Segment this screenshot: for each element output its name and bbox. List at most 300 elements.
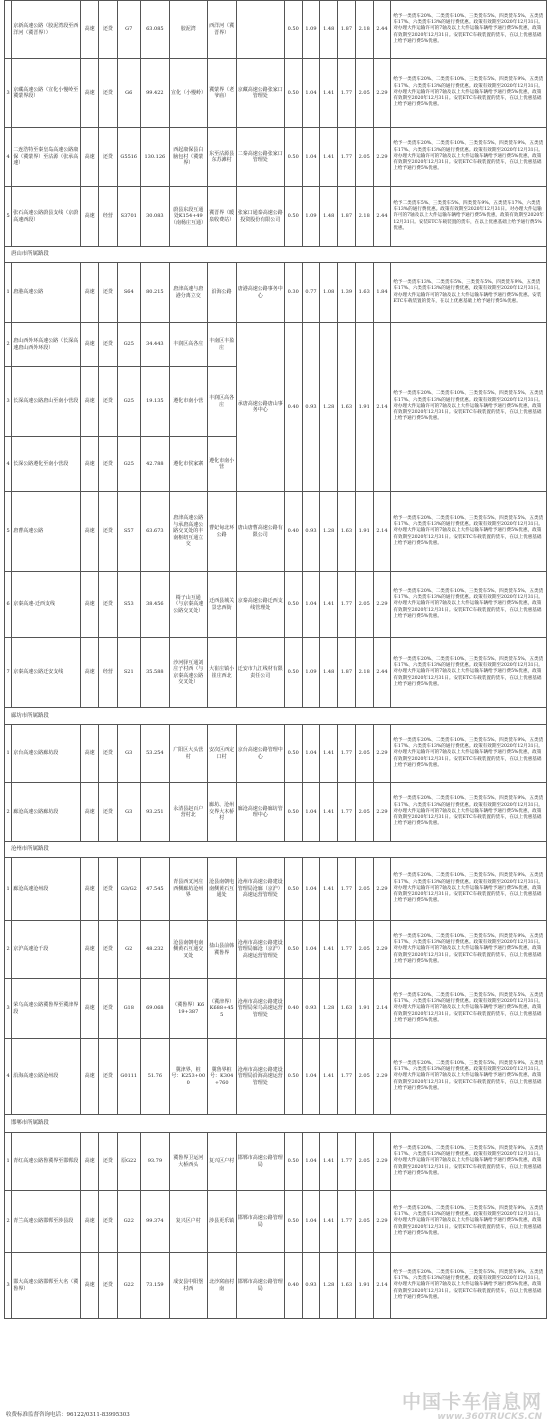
road-length: 47.545 bbox=[140, 858, 169, 921]
row-number: 3 bbox=[5, 979, 12, 1039]
discount-note: 给予一类货车20%、二类货车10%、三类货车5%、四类货车9%、五类货车17%、六类货车13%的通行费优惠。政策有效期至2020年12月31日。对办理大件运输许可的7轴及以上大件运输车辆给予通行费5%优惠，政策有效期至2020年12月31日。安装ETC车载装置的货车，在以上优惠基础上给予通行费5%优惠。 bbox=[391, 725, 547, 783]
road-length: 99.422 bbox=[140, 59, 169, 128]
rate-class-2: 1.04 bbox=[302, 572, 320, 638]
rate-class-3: 1.28 bbox=[320, 979, 338, 1039]
end-point: 曹妃甸北环公路 bbox=[207, 492, 236, 572]
rate-class-4: 1.87 bbox=[338, 187, 356, 247]
rate-class-2: 0.93 bbox=[302, 1253, 320, 1319]
toll-nature: 还贷 bbox=[98, 858, 117, 921]
road-type: 高速 bbox=[81, 1191, 99, 1253]
road-name: 廊沧高速沧州段 bbox=[12, 858, 81, 921]
road-type: 高速 bbox=[81, 187, 99, 247]
road-length: 35.588 bbox=[140, 638, 169, 708]
road-length: 63.085 bbox=[140, 1, 169, 59]
section-header bbox=[5, 247, 547, 263]
rate-class-4: 1.63 bbox=[338, 323, 356, 492]
table-row bbox=[5, 59, 547, 128]
rate-class-1: 0.50 bbox=[284, 59, 302, 128]
rate-class-6: 2.29 bbox=[373, 858, 391, 921]
rate-class-4: 1.63 bbox=[338, 1253, 356, 1319]
route-code: G3 bbox=[117, 783, 140, 842]
rate-class-2: 1.09 bbox=[302, 1, 320, 59]
table-row bbox=[5, 638, 547, 708]
rate-class-3: 1.41 bbox=[320, 1191, 338, 1253]
discount-note: 给予一类货车20%、二类货车10%、三类货车5%、四类货车5%、五类货车17%、六类货车13%的通行费优惠。政策有效期至2020年12月31日。对办理大件运输许可的7轴及以上大件运输车辆给予通行费5%优惠，政策有效期至2020年12月31日。安装ETC车载装置的货车，在以上优惠基础上给予通行费5%优惠。 bbox=[391, 492, 547, 572]
rate-class-5: 1.63 bbox=[355, 263, 373, 323]
row-number: 6 bbox=[5, 572, 12, 638]
rate-class-2: 1.04 bbox=[302, 921, 320, 979]
rate-class-3: 1.41 bbox=[320, 128, 338, 187]
management-unit: 邯郸市高速公路管理局 bbox=[236, 1191, 284, 1253]
management-unit bbox=[236, 1, 284, 59]
route-code: G25 bbox=[117, 437, 140, 492]
start-point: 宣化（小慢岭） bbox=[169, 59, 207, 128]
route-code: G2 bbox=[117, 921, 140, 979]
toll-nature: 还贷 bbox=[98, 128, 117, 187]
rate-class-1: 0.50 bbox=[284, 921, 302, 979]
rate-class-1: 0.50 bbox=[284, 638, 302, 708]
start-point: 遵化市南小营 bbox=[169, 367, 207, 437]
table-row bbox=[5, 492, 547, 572]
management-unit: 邯郸市高速公路管理局 bbox=[236, 1253, 284, 1319]
rate-class-1: 0.40 bbox=[284, 323, 302, 492]
rate-class-5: 2.05 bbox=[355, 59, 373, 128]
rate-class-4: 1.39 bbox=[338, 263, 356, 323]
discount-note: 给予一类货车20%、二类货车10%、三类货车5%、四类货车9%、五类货车17%、六类货车13%的通行费优惠。政策有效期至2020年12月31日。对办理大件运输许可的7轴及以上大件运输车辆给予通行费5%优惠，政策有效期至2020年12月31日。安装ETC车载装置的货车，在以上优惠基础上给予通行费5%优惠。 bbox=[391, 1191, 547, 1253]
route-code: G6 bbox=[117, 59, 140, 128]
row-number: 2 bbox=[5, 921, 12, 979]
discount-note: 给予一类货车20%、二类货车10%、三类货车5%、四类货车5%、五类货车17%、六类货车13%的通行费优惠。政策有效期至2020年12月31日。对办理大件运输许可的7轴及以上大件运输车辆给予通行费5%优惠，政策有效期至2020年12月31日。安装ETC车载装置的货车，在以上优惠基础上给予通行费5%优惠。 bbox=[391, 323, 547, 492]
road-name: 京沪高速沧千段 bbox=[12, 921, 81, 979]
toll-nature: 还贷 bbox=[98, 921, 117, 979]
road-length: 19.135 bbox=[140, 367, 169, 437]
toll-nature: 还贷 bbox=[98, 572, 117, 638]
end-point: 冀鲁界桩号：K304+760 bbox=[207, 1039, 236, 1115]
discount-note: 给予一类货车20%、二类货车10%、三类货车5%、四类货车9%、五类货车17%、六类货车13%的通行费优惠。政策有效期至2020年12月31日。对办理大件运输许可的7轴及以上大件运输车辆给予通行费5%优惠，政策有效期至2020年12月31日。安装ETC车载装置的货车，在以上优惠基础上给予通行费5%优惠。 bbox=[391, 59, 547, 128]
rate-class-6: 1.84 bbox=[373, 263, 391, 323]
rate-class-2: 0.93 bbox=[302, 323, 320, 492]
row-number: 4 bbox=[5, 128, 12, 187]
section-title: 廊坊市所属路段 bbox=[5, 708, 547, 725]
rate-class-2: 1.04 bbox=[302, 1191, 320, 1253]
end-point: 北沙窝庙村南 bbox=[207, 1253, 236, 1319]
rate-class-6: 2.14 bbox=[373, 1253, 391, 1319]
road-length: 73.159 bbox=[140, 1253, 169, 1319]
road-type: 高速 bbox=[81, 1253, 99, 1319]
table-row bbox=[5, 323, 547, 367]
rate-class-4: 1.77 bbox=[338, 858, 356, 921]
rate-class-5: 2.05 bbox=[355, 921, 373, 979]
table-row bbox=[5, 1039, 547, 1115]
rate-class-3: 1.41 bbox=[320, 921, 338, 979]
rate-class-1: 0.30 bbox=[284, 263, 302, 323]
rate-class-4: 1.77 bbox=[338, 572, 356, 638]
road-type: 高速 bbox=[81, 263, 99, 323]
rate-class-1: 0.40 bbox=[284, 492, 302, 572]
road-length: 130.126 bbox=[140, 128, 169, 187]
discount-note: 给予一类货车20%、二类货车10%、三类货车5%、四类货车5%、五类货车17%、六类货车13%的通行费优惠。政策有效期至2020年12月31日。对办理大件运输许可的7轴及以上大件运输车辆给予通行费5%优惠，政策有效期至2020年12月31日。安装ETC车载装置的货车，在以上优惠基础上给予通行费5%优惠。 bbox=[391, 572, 547, 638]
road-type: 高速 bbox=[81, 1039, 99, 1115]
rate-class-4: 1.77 bbox=[338, 1191, 356, 1253]
rate-class-1: 0.50 bbox=[284, 128, 302, 187]
rate-class-6: 2.14 bbox=[373, 979, 391, 1039]
rate-class-4: 1.77 bbox=[338, 783, 356, 842]
section-title: 唐山市所属路段 bbox=[5, 247, 547, 263]
end-point: 沿海公路 bbox=[207, 263, 236, 323]
discount-note: 给予一类货车20%、二类货车10%、三类货车5%、四类货车9%、五类货车17%、六类货车13%的通行费优惠。政策有效期至2020年12月31日。对办理大件运输许可的7轴及以上大件运输车辆给予通行费5%优惠，政策有效期至2020年12月31日。安装ETC车载装置的货车，在以上优惠基础上给予通行费5%优惠。 bbox=[391, 921, 547, 979]
rate-class-6: 2.44 bbox=[373, 1, 391, 59]
row-number bbox=[5, 1, 12, 59]
table-row bbox=[5, 921, 547, 979]
rate-class-2: 1.09 bbox=[302, 187, 320, 247]
rate-class-4: 1.77 bbox=[338, 921, 356, 979]
rate-class-3: 1.41 bbox=[320, 59, 338, 128]
start-point: 蔚县东段互通处K154+49（南杨庄互通） bbox=[169, 187, 207, 247]
road-name: 青兰高速公路邯郸至涉县段 bbox=[12, 1191, 81, 1253]
discount-note: 给予一类货车20%、二类货车10%、三类货车5%、四类货车9%、五类货车17%、六类货车13%的通行费优惠。政策有效期至2020年12月31日。对办理大件运输许可的7轴及以上大件运输车辆给予通行费5%优惠，政策有效期至2020年12月31日。安装ETC车载装置的货车，在以上优惠基础上给予通行费5%优惠。 bbox=[391, 1133, 547, 1191]
rate-class-4: 1.63 bbox=[338, 979, 356, 1039]
toll-nature: 还贷 bbox=[98, 1133, 117, 1191]
start-point: 复兴区户村 bbox=[169, 1191, 207, 1253]
road-type: 高速 bbox=[81, 725, 99, 783]
rate-class-2: 1.04 bbox=[302, 1039, 320, 1115]
rate-class-6: 2.29 bbox=[373, 128, 391, 187]
rate-class-1: 0.50 bbox=[284, 725, 302, 783]
route-code: G7 bbox=[117, 1, 140, 59]
road-length: 80.215 bbox=[140, 263, 169, 323]
toll-nature: 还贷 bbox=[98, 1, 117, 59]
road-name: 唐山西外环高速公路（长深高速唐山西外环段） bbox=[12, 323, 81, 367]
end-point: 大崔庄镇小崔庄西北 bbox=[207, 638, 236, 708]
rate-class-1: 0.40 bbox=[284, 1253, 302, 1319]
start-point: 胶泥湾 bbox=[169, 1, 207, 59]
rate-class-1: 0.50 bbox=[284, 1039, 302, 1115]
end-point: 冀蒙界（老爷庙） bbox=[207, 59, 236, 128]
start-point: 唐津高速与唐港分离立交 bbox=[169, 263, 207, 323]
row-number: 1 bbox=[5, 1133, 12, 1191]
table-row bbox=[5, 1133, 547, 1191]
section-header bbox=[5, 842, 547, 858]
management-unit: 迁安市九江线材有限责任公司 bbox=[236, 638, 284, 708]
road-type: 高速 bbox=[81, 437, 99, 492]
rate-class-3: 1.41 bbox=[320, 858, 338, 921]
rate-class-5: 2.18 bbox=[355, 638, 373, 708]
road-name: 京新高速公路（胶泥湾段至西洋河（冀晋界）） bbox=[12, 1, 81, 59]
discount-note: 给予一类货车20%、二类货车10%、三类货车5%、四类货车5%、五类货车17%、六类货车13%的通行费优惠。政策有效期至2020年12月31日。对办理大件运输许可的7轴及以上大件运输车辆给予通行费5%优惠，政策有效期至2020年12月31日。安装ETC车载装置的货车，在以上优惠基础上给予通行费5%优惠。 bbox=[391, 979, 547, 1039]
row-number: 2 bbox=[5, 783, 12, 842]
road-name: 沿海高速公路沧州段 bbox=[12, 1039, 81, 1115]
toll-nature: 还贷 bbox=[98, 1191, 117, 1253]
end-point: 安次区西定口村 bbox=[207, 725, 236, 783]
rate-class-3: 1.41 bbox=[320, 1133, 338, 1191]
section-header bbox=[5, 1115, 547, 1133]
rate-class-2: 0.93 bbox=[302, 492, 320, 572]
start-point: 丰润区高各庄 bbox=[169, 323, 207, 367]
rate-class-5: 2.05 bbox=[355, 128, 373, 187]
rate-class-5: 2.18 bbox=[355, 187, 373, 247]
management-unit: 沧州市高速公路建设管理局荣乌高速运营管理处 bbox=[236, 979, 284, 1039]
route-code: G18 bbox=[117, 979, 140, 1039]
table-row bbox=[5, 1, 547, 59]
toll-nature: 还贷 bbox=[98, 367, 117, 437]
management-unit: 承唐高速公路唐山事务中心 bbox=[236, 323, 284, 492]
discount-note: 给予一类货车20%、二类货车10%、三类货车5%、四类货车5%、五类货车17%、六类货车13%的通行费优惠。政策有效期至2020年12月31日。对办理大件运输许可的7轴及以上大件运输车辆给予通行费5%优惠，政策有效期至2020年12月31日。安装ETC车载装置的货车，在以上优惠基础上给予通行费5%优惠。 bbox=[391, 638, 547, 708]
road-length: 34.443 bbox=[140, 323, 169, 367]
rate-class-3: 1.41 bbox=[320, 572, 338, 638]
row-number: 3 bbox=[5, 59, 12, 128]
table-row bbox=[5, 263, 547, 323]
end-point: 东至沽源县东苏滩村 bbox=[207, 128, 236, 187]
road-name: 张石高速公路蔚县支线（京蔚高速西段） bbox=[12, 187, 81, 247]
rate-class-6: 2.29 bbox=[373, 572, 391, 638]
rate-class-4: 1.77 bbox=[338, 59, 356, 128]
road-type: 高速 bbox=[81, 367, 99, 437]
row-number: 3 bbox=[5, 367, 12, 437]
rate-class-4: 1.63 bbox=[338, 492, 356, 572]
rate-class-1: 0.50 bbox=[284, 1, 302, 59]
toll-nature: 还贷 bbox=[98, 783, 117, 842]
toll-nature: 还贷 bbox=[98, 1039, 117, 1115]
management-unit: 沧州市高速公路建设管理局沧廊（京沪）高速运营管理处 bbox=[236, 858, 284, 921]
road-name: 唐曹高速公路 bbox=[12, 492, 81, 572]
row-number: 1 bbox=[5, 263, 12, 323]
management-unit: 邯郸市高速公路管理局 bbox=[236, 1133, 284, 1191]
route-code: S53 bbox=[117, 572, 140, 638]
road-type: 高速 bbox=[81, 128, 99, 187]
rate-class-5: 2.05 bbox=[355, 783, 373, 842]
road-name: 长深公路遵化至南小营段 bbox=[12, 437, 81, 492]
toll-nature: 还贷 bbox=[98, 59, 117, 128]
rate-class-2: 1.04 bbox=[302, 725, 320, 783]
route-code: G3 bbox=[117, 725, 140, 783]
rate-class-3: 1.41 bbox=[320, 725, 338, 783]
road-length: 51.76 bbox=[140, 1039, 169, 1115]
row-number: 2 bbox=[5, 1191, 12, 1253]
road-type: 高速 bbox=[81, 572, 99, 638]
road-name: 二连浩特至秦皇岛高速公路康保（冀蒙界）至沽源（张承高速） bbox=[12, 128, 81, 187]
site-watermark bbox=[402, 1392, 542, 1422]
section-header bbox=[5, 708, 547, 725]
end-point: 西洋河（冀晋界） bbox=[207, 1, 236, 59]
end-point: 迁西县城关景忠西街 bbox=[207, 572, 236, 638]
rate-class-1: 0.50 bbox=[284, 187, 302, 247]
row-number: 4 bbox=[5, 437, 12, 492]
table-row bbox=[5, 783, 547, 842]
row-number: 2 bbox=[5, 323, 12, 367]
road-type: 高速 bbox=[81, 59, 99, 128]
toll-nature: 还贷 bbox=[98, 979, 117, 1039]
management-unit: 廊沧高速公路廊坊管理中心 bbox=[236, 783, 284, 842]
road-type: 高速 bbox=[81, 638, 99, 708]
road-type: 高速 bbox=[81, 1, 99, 59]
start-point: 广阳区大头营村 bbox=[169, 725, 207, 783]
road-name: 京藏高速公路（宣化小慢岭至冀蒙界段） bbox=[12, 59, 81, 128]
rate-class-4: 1.77 bbox=[338, 725, 356, 783]
end-point: 涉县更乐镇 bbox=[207, 1191, 236, 1253]
road-type: 高速 bbox=[81, 323, 99, 367]
rate-class-3: 1.48 bbox=[320, 187, 338, 247]
discount-note: 给予一类货车20%、二类货车10%、三类货车5%、四类货车9%、五类货车17%、六类货车13%的通行费优惠。政策有效期至2020年12月31日。对办理大件运输许可的7轴及以上大件运输车辆给予通行费5%优惠，政策有效期至2020年12月31日。安装ETC车载装置的货车，在以上优惠基础上给予通行费5%优惠。 bbox=[391, 128, 547, 187]
rate-class-5: 2.05 bbox=[355, 1133, 373, 1191]
supervision-hotline: 收费标准监督咨询电话：96122/0311-83995303 bbox=[6, 1412, 130, 1418]
rate-class-1: 0.40 bbox=[284, 979, 302, 1039]
management-unit: 唐港高速公路事务中心 bbox=[236, 263, 284, 323]
watermark-url: www.360TRUCKS.CN bbox=[437, 1412, 542, 1422]
road-name: 荣乌高速公路冀鲁界至冀津界段 bbox=[12, 979, 81, 1039]
table-row bbox=[5, 858, 547, 921]
rate-class-2: 0.93 bbox=[302, 979, 320, 1039]
end-point: 盐山县前韩冀鲁界 bbox=[207, 921, 236, 979]
rate-class-3: 1.41 bbox=[320, 1039, 338, 1115]
rate-class-3: 1.28 bbox=[320, 492, 338, 572]
road-type: 高速 bbox=[81, 1133, 99, 1191]
start-point: 成安县中阳堡村西 bbox=[169, 1253, 207, 1319]
discount-note: 给予一类货车20%、二类货车10%、三类货车5%、四类货车9%、五类货车17%、六类货车13%的通行费优惠。政策有效期至2020年12月31日。对办理大件运输许可的7轴及以上大件运输车辆给予通行费5%优惠，政策有效期至2020年12月31日。安装ETC车载装置的货车，在以上优惠基础上给予通行费5%优惠。 bbox=[391, 858, 547, 921]
row-number: 7 bbox=[5, 638, 12, 708]
rate-class-6: 2.29 bbox=[373, 1039, 391, 1115]
toll-nature: 经营 bbox=[98, 638, 117, 708]
rate-class-5: 2.05 bbox=[355, 1191, 373, 1253]
toll-nature: 还贷 bbox=[98, 725, 117, 783]
route-code: 原G22 bbox=[117, 1133, 140, 1191]
end-point: 冀晋界（暖泉收费站） bbox=[207, 187, 236, 247]
end-point: 复兴区户村 bbox=[207, 1133, 236, 1191]
start-point: 沙河驿互通刘庄子村西（与京秦高速公路交叉处） bbox=[169, 638, 207, 708]
route-code: S3701 bbox=[117, 187, 140, 247]
section-title: 邯郸市所属路段 bbox=[5, 1115, 547, 1133]
route-code: G25 bbox=[117, 323, 140, 367]
end-point: （冀津界）K688+455 bbox=[207, 979, 236, 1039]
discount-note: 给予二类货车5%、三类货车5%、四类货车9%、五类货车17%、六类货车13%的通行费优惠。政策有效期至2020年12月31日。对办理大件运输许可的7轴及以上大件运输车辆给予通行费5%优惠，政策有效期至2020年12月31日。安装ETC车载装置的货车，在以上优惠基础上给予通行费5%优惠。 bbox=[391, 187, 547, 247]
rate-class-1: 0.50 bbox=[284, 572, 302, 638]
end-point: 廊坊、沧州交界大木桥村 bbox=[207, 783, 236, 842]
road-type: 高速 bbox=[81, 921, 99, 979]
start-point: 唐津高速公路与承唐高速公路交叉处的丰南枢纽互通立交 bbox=[169, 492, 207, 572]
rate-class-3: 1.08 bbox=[320, 263, 338, 323]
start-point: 青县西叉河庄西侧廊坊沧州界 bbox=[169, 858, 207, 921]
rate-class-1: 0.50 bbox=[284, 858, 302, 921]
rate-class-2: 1.04 bbox=[302, 783, 320, 842]
row-number: 3 bbox=[5, 1253, 12, 1319]
road-length: 69.068 bbox=[140, 979, 169, 1039]
toll-table-document bbox=[4, 0, 547, 1319]
start-point: 永清县赵百户营村北 bbox=[169, 783, 207, 842]
discount-note: 给予一类货车20%、二类货车10%、三类货车5%、四类货车5%、五类货车17%、六类货车13%的通行费优惠。政策有效期至2020年12月31日。对办理大件运输许可的7轴及以上大件运输车辆给予通行费5%优惠，政策有效期至2020年12月31日。安装ETC车载装置的货车，在以上优惠基础上给予通行费5%优惠。 bbox=[391, 1, 547, 59]
rate-class-4: 1.87 bbox=[338, 638, 356, 708]
road-type: 高速 bbox=[81, 492, 99, 572]
road-length: 30.083 bbox=[140, 187, 169, 247]
toll-standards-table bbox=[4, 0, 547, 1319]
route-code: G0111 bbox=[117, 1039, 140, 1115]
rate-class-3: 1.28 bbox=[320, 323, 338, 492]
road-name: 邯大高速公路邯郸至大名（冀鲁界） bbox=[12, 1253, 81, 1319]
toll-nature: 还贷 bbox=[98, 263, 117, 323]
rate-class-3: 1.28 bbox=[320, 1253, 338, 1319]
discount-note: 给予一类货车20%、二类货车10%、三类货车5%、四类货车9%、五类货车17%、六类货车13%的通行费优惠。政策有效期至2020年12月31日。对办理大件运输许可的7轴及以上大件运输车辆给予通行费5%优惠，政策有效期至2020年12月31日。安装ETC车载装置的货车，在以上优惠基础上给予通行费5%优惠。 bbox=[391, 1253, 547, 1319]
table-row bbox=[5, 187, 547, 247]
rate-class-4: 1.77 bbox=[338, 128, 356, 187]
table-row bbox=[5, 1253, 547, 1319]
rate-class-6: 2.44 bbox=[373, 638, 391, 708]
rate-class-6: 2.29 bbox=[373, 783, 391, 842]
rate-class-6: 2.14 bbox=[373, 492, 391, 572]
row-number: 4 bbox=[5, 1039, 12, 1115]
rate-class-5: 2.05 bbox=[355, 858, 373, 921]
start-point: 遵化市侯家寨 bbox=[169, 437, 207, 492]
rate-class-3: 1.48 bbox=[320, 638, 338, 708]
table-row bbox=[5, 1191, 547, 1253]
rate-class-6: 2.29 bbox=[373, 725, 391, 783]
rate-class-6: 2.29 bbox=[373, 1191, 391, 1253]
rate-class-6: 2.29 bbox=[373, 59, 391, 128]
rate-class-2: 0.77 bbox=[302, 263, 320, 323]
discount-note: 给予一类货车20%、二类货车10%、三类货车5%、四类货车9%、五类货车17%、六类货车13%的通行费优惠。政策有效期至2020年12月31日。对办理大件运输许可的7轴及以上大件运输车辆给予通行费5%优惠，政策有效期至2020年12月31日。安装ETC车载装置的货车，在以上优惠基础上给予通行费5%优惠。 bbox=[391, 783, 547, 842]
toll-nature: 还贷 bbox=[98, 1253, 117, 1319]
rate-class-5: 1.91 bbox=[355, 323, 373, 492]
rate-class-3: 1.41 bbox=[320, 783, 338, 842]
toll-nature: 经营 bbox=[98, 187, 117, 247]
road-length: 99.374 bbox=[140, 1191, 169, 1253]
rate-class-5: 2.18 bbox=[355, 1, 373, 59]
start-point: 沧县南朝电南侧黄石互通交叉处 bbox=[169, 921, 207, 979]
road-type: 高速 bbox=[81, 858, 99, 921]
rate-class-4: 1.77 bbox=[338, 1133, 356, 1191]
road-length: 38.456 bbox=[140, 572, 169, 638]
road-length: 42.788 bbox=[140, 437, 169, 492]
rate-class-5: 2.05 bbox=[355, 572, 373, 638]
rate-class-6: 2.44 bbox=[373, 187, 391, 247]
start-point: （冀鲁界）K619+387 bbox=[169, 979, 207, 1039]
road-type: 高速 bbox=[81, 979, 99, 1039]
management-unit: 京秦高速公路迁西支线管理处 bbox=[236, 572, 284, 638]
row-number: 1 bbox=[5, 858, 12, 921]
route-code: G5516 bbox=[117, 128, 140, 187]
road-name: 长深高速公路唐山至南小营段 bbox=[12, 367, 81, 437]
management-unit: 二秦高速公路张家口管理处 bbox=[236, 128, 284, 187]
rate-class-1: 0.50 bbox=[284, 1133, 302, 1191]
road-name: 青红高速公路鲁冀界至邯郸段 bbox=[12, 1133, 81, 1191]
rate-class-2: 1.09 bbox=[302, 638, 320, 708]
rate-class-6: 2.29 bbox=[373, 921, 391, 979]
rate-class-2: 1.04 bbox=[302, 59, 320, 128]
rate-class-5: 1.91 bbox=[355, 1253, 373, 1319]
road-name: 廊沧高速公路廊坊段 bbox=[12, 783, 81, 842]
management-unit: 京台高速公路管理中心 bbox=[236, 725, 284, 783]
start-point: 椅子山互通（与京秦高速公路交叉处） bbox=[169, 572, 207, 638]
row-number: 5 bbox=[5, 187, 12, 247]
route-code: G22 bbox=[117, 1253, 140, 1319]
road-length: 63.673 bbox=[140, 492, 169, 572]
management-unit: 张家口通泰高速公路投资股份有限公司 bbox=[236, 187, 284, 247]
end-point: 丰南区丰盈庄 bbox=[207, 323, 236, 367]
road-name: 京秦高速公路迁安支线 bbox=[12, 638, 81, 708]
road-name: 京台高速公路廊坊段 bbox=[12, 725, 81, 783]
rate-class-4: 1.87 bbox=[338, 1, 356, 59]
management-unit: 京藏高速公路张家口管理处 bbox=[236, 59, 284, 128]
road-name: 唐港高速公路 bbox=[12, 263, 81, 323]
route-code: G25 bbox=[117, 367, 140, 437]
rate-class-6: 2.14 bbox=[373, 323, 391, 492]
road-length: 93.79 bbox=[140, 1133, 169, 1191]
road-length: 48.232 bbox=[140, 921, 169, 979]
rate-class-1: 0.50 bbox=[284, 783, 302, 842]
discount-note: 给予一类货车20%、二类货车10%、三类货车5%、四类货车9%、五类货车17%、六类货车13%的通行费优惠。政策有效期至2020年12月31日。对办理大件运输许可的7轴及以上大件运输车辆给予通行费5%优惠，政策有效期至2020年12月31日。安装ETC车载装置的货车，在以上优惠基础上给予通行费5%优惠。 bbox=[391, 1039, 547, 1115]
rate-class-2: 1.04 bbox=[302, 1133, 320, 1191]
table-row bbox=[5, 979, 547, 1039]
management-unit: 唐山唐曹高速公路有限公司 bbox=[236, 492, 284, 572]
route-code: G22 bbox=[117, 1191, 140, 1253]
table-row bbox=[5, 128, 547, 187]
